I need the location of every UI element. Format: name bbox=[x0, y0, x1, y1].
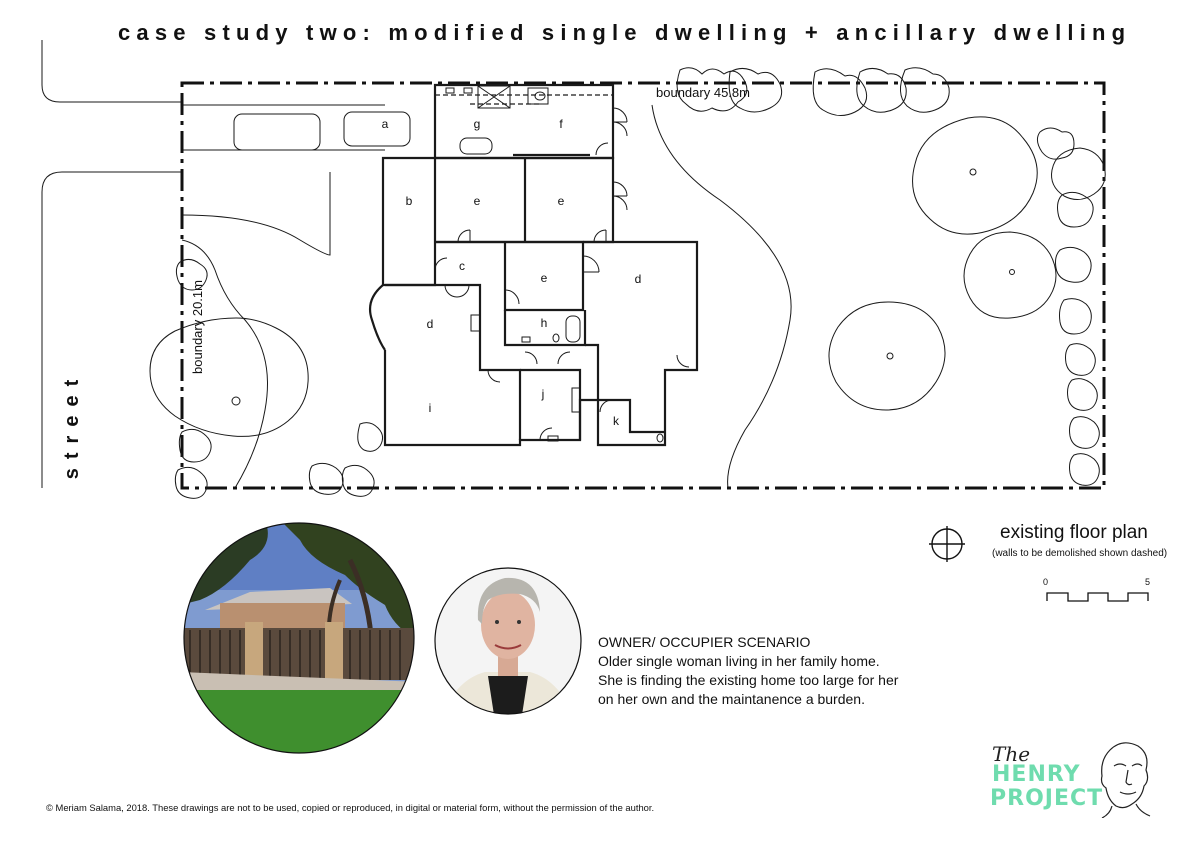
driveway bbox=[182, 105, 385, 255]
boundary-long-label: boundary 45.8m bbox=[656, 85, 750, 100]
garden-path bbox=[652, 105, 791, 488]
room-label-e2: e bbox=[557, 194, 565, 208]
scale-end: 5 bbox=[1145, 577, 1151, 587]
scenario-line-1: Older single woman living in her family home. bbox=[598, 653, 880, 669]
street-label: street bbox=[61, 370, 83, 480]
scale-start: 0 bbox=[1043, 577, 1049, 587]
room-label-k: k bbox=[613, 414, 619, 428]
tree-right-2 bbox=[964, 232, 1056, 318]
room-label-h: h bbox=[540, 316, 548, 330]
room-label-b: b bbox=[405, 194, 413, 208]
room-label-i: i bbox=[428, 401, 432, 415]
room-label-e1: e bbox=[473, 194, 481, 208]
henry-project-logo bbox=[988, 740, 1158, 818]
demolish-walls bbox=[435, 95, 613, 104]
street-curb-top bbox=[42, 40, 182, 102]
room-label-g: g bbox=[473, 117, 481, 131]
logo-project: PROJECT bbox=[990, 786, 1104, 811]
face-sketch-icon bbox=[1092, 740, 1156, 818]
room-label-c: c bbox=[459, 259, 465, 273]
page-title: case study two: modified single dwelling + ancillary dwelling bbox=[118, 20, 1132, 45]
north-arrow-icon bbox=[929, 526, 965, 562]
scenario-text bbox=[598, 633, 898, 709]
room-label-d2: d bbox=[634, 272, 642, 286]
plan-note: (walls to be demolished shown dashed) bbox=[992, 548, 1168, 559]
scenario-line-2: She is finding the existing home too large for her bbox=[598, 672, 899, 688]
tree-right-4 bbox=[1052, 148, 1106, 200]
trees bbox=[150, 68, 1105, 499]
tree-large-left bbox=[150, 318, 308, 436]
room-label-a: a bbox=[381, 117, 389, 131]
scale-bar bbox=[1047, 593, 1148, 601]
copyright-notice: © Meriam Salama, 2018. These drawings are not to be used, copied or reproduced, in digital or material form, without the permission of the author. bbox=[46, 802, 655, 813]
room-label-e3: e bbox=[540, 271, 548, 285]
scenario-line-3: on her own and the maintanence a burden. bbox=[598, 691, 865, 707]
car-2 bbox=[344, 112, 410, 146]
room-label-f: f bbox=[559, 117, 563, 131]
fixtures bbox=[435, 86, 689, 442]
car-1 bbox=[234, 114, 320, 150]
scenario-heading: OWNER/ OCCUPIER SCENARIO bbox=[598, 634, 811, 650]
owner-portrait bbox=[430, 565, 590, 725]
house-photo bbox=[180, 520, 420, 760]
logo-henry: HENRY bbox=[992, 762, 1081, 787]
building-walls bbox=[370, 85, 697, 445]
tree-right-1 bbox=[913, 117, 1038, 234]
logo-the: The bbox=[992, 742, 1031, 766]
plan-title: existing floor plan bbox=[1000, 522, 1148, 543]
room-label-j: j bbox=[541, 387, 545, 401]
room-label-d1: d bbox=[426, 317, 434, 331]
boundary-short-label: boundary 20.1m bbox=[190, 280, 205, 374]
